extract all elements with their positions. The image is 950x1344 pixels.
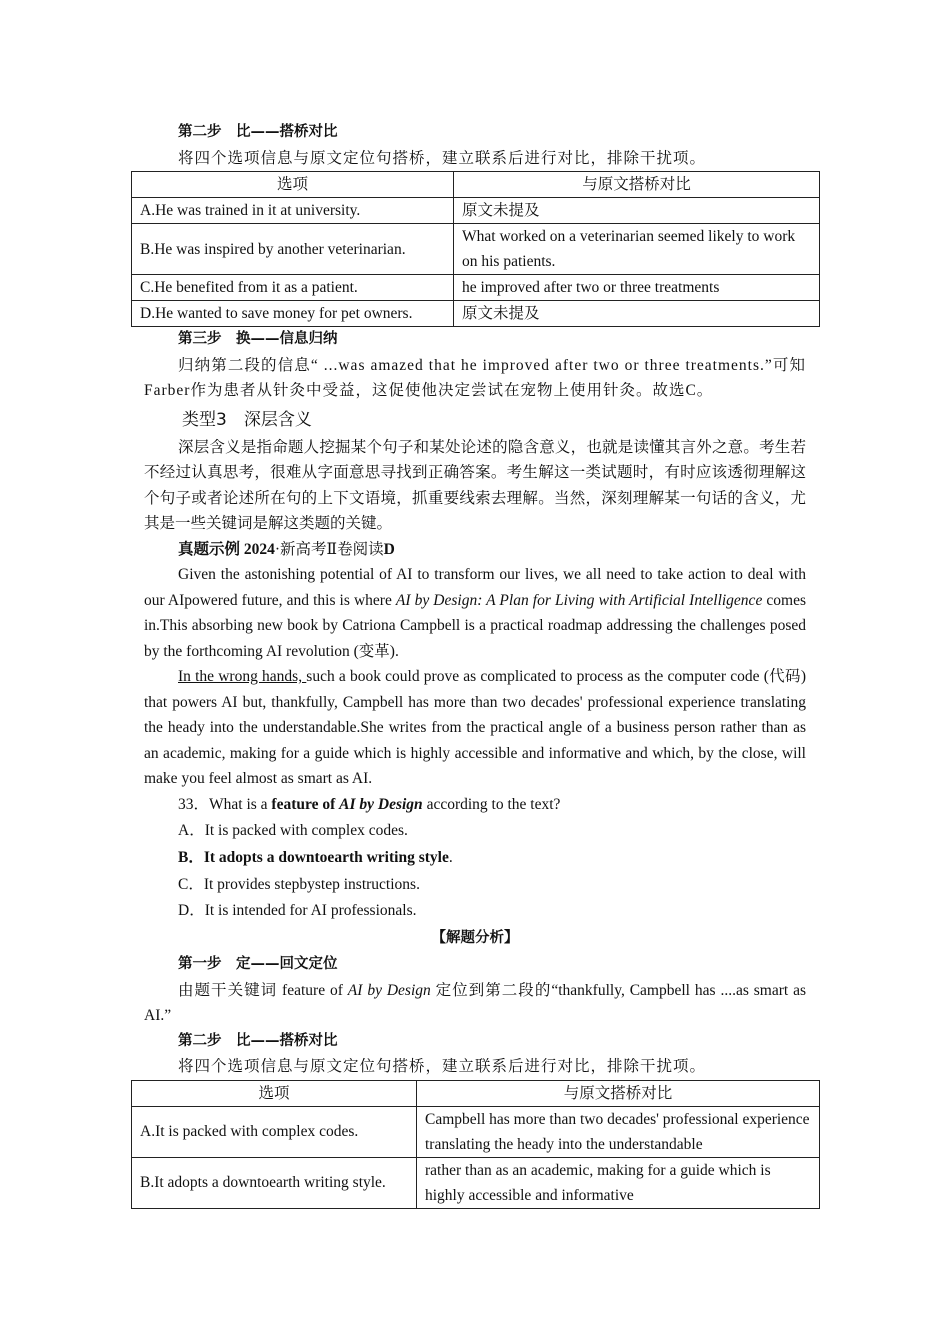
step2-description: 将四个选项信息与原文定位句搭桥，建立联系后进行对比，排除干扰项。	[178, 149, 707, 167]
step2-title: 第二步 比——搭桥对比	[178, 124, 338, 140]
table-cell-compare: What worked on a veterinarian seemed likely to work on his patients.	[454, 224, 820, 275]
question-text: according to the text?	[422, 795, 561, 813]
table-header-option: 选项	[132, 172, 454, 198]
analysis-text: 定位到第二段的“thankfully, Campbell has ....as smart as AI.”	[144, 981, 807, 1025]
table-cell-option: D.He wanted to save money for pet owners.	[132, 301, 454, 327]
analysis-text: 由题干关键词 feature of	[178, 981, 348, 999]
table-row	[132, 275, 820, 301]
table-header-compare: 与原文搭桥对比	[454, 172, 820, 198]
table-row	[132, 301, 820, 327]
table-cell-compare: he improved after two or three treatments	[454, 275, 820, 301]
table-cell-option: A.It is packed with complex codes.	[132, 1106, 417, 1157]
table-row	[132, 1106, 820, 1157]
table-cell-option: C.He benefited from it as a patient.	[132, 275, 454, 301]
option-period: .	[448, 848, 453, 866]
step3-title: 第三步 换——信息归纳	[178, 331, 338, 347]
analysis-step2-title: 第二步 比——搭桥对比	[178, 1032, 338, 1049]
question-stem	[144, 792, 806, 819]
option-b-correct	[144, 845, 806, 872]
question-number: 33	[178, 795, 194, 813]
document-page	[140, 120, 810, 1209]
type3-heading: 类型3 深层含义	[182, 409, 312, 430]
example-label-year: 真题示例 2024	[178, 540, 275, 558]
option-d: D．It is intended for AI professionals.	[178, 902, 417, 920]
option-c: C．It provides stepbystep instructions.	[178, 875, 420, 893]
table-header-option: 选项	[132, 1080, 417, 1106]
book-title: AI by Design: A Plan for Living with Artificial Intelligence	[395, 591, 763, 609]
example-letter: D	[383, 540, 395, 558]
example-source: ·新高考Ⅱ卷阅读	[274, 540, 384, 558]
table-cell-compare: 原文未提及	[454, 198, 820, 224]
analysis-step1-title: 第一步 定——回文定位	[178, 956, 338, 973]
table-cell-compare: 原文未提及	[454, 301, 820, 327]
table-header-compare: 与原文搭桥对比	[417, 1080, 820, 1106]
table-cell-compare: rather than as an academic, making for a guide which is highly accessible and informative	[417, 1157, 820, 1208]
example-label	[144, 537, 806, 563]
table-cell-option: A.He was trained in it at university.	[132, 198, 454, 224]
passage-text: such a book could prove as complicated to process as the computer code (代码) that powers AI but, thankfully, Campbell has more than two decades' professional experience translating the heady into the understandable.She writes from the practical angle of a business person rather than as an academic, making for a guide which is highly accessible and informative and which, by the close, will make you feel almost as smart as AI.	[144, 668, 806, 787]
analysis-heading: 【解题分析】	[431, 930, 519, 947]
analysis-step2-description: 将四个选项信息与原文定位句搭桥，建立联系后进行对比，排除干扰项。	[178, 1058, 707, 1076]
step3-text: 归纳第二段的信息“ ...was amazed that he improved after two or three treatments.”可知Farber作为患者从针灸中受益，这促使他决定尝试在宠物上使用针灸。故选C。	[144, 356, 806, 399]
table-row	[132, 224, 820, 275]
correct-option-text: B．It adopts a downtoearth writing style	[178, 848, 449, 866]
question-text: ．What is a	[193, 795, 272, 813]
passage-paragraph-2	[144, 664, 806, 792]
table-row	[132, 1157, 820, 1208]
question-keyword-title: AI by Design	[339, 795, 423, 813]
passage-text: Given the astonishing potential of AI to transform our lives, we all need to take action to deal with our AIpowered future, and this is where	[144, 566, 806, 609]
analysis-step1-text	[144, 978, 806, 1029]
passage-text: comes in.This absorbing new book by Catriona Campbell is a practical roadmap addressing the challenges posed by the forthcoming AI revolution (变革).	[144, 591, 806, 660]
table-cell-compare: Campbell has more than two decades' professional experience translating the heady into the understandable	[417, 1106, 820, 1157]
table-cell-option: B.It adopts a downtoearth writing style.	[132, 1157, 417, 1208]
analysis-title: AI by Design	[347, 981, 431, 999]
question-keyword: feature of	[271, 795, 340, 813]
passage-paragraph-1	[144, 562, 806, 664]
comparison-table-1	[131, 171, 820, 327]
option-a: A．It is packed with complex codes.	[178, 822, 408, 840]
underlined-phrase: In the wrong hands,	[178, 668, 307, 685]
table-cell-option: B.He was inspired by another veterinarian.	[132, 224, 454, 275]
table-row	[132, 198, 820, 224]
type3-description: 深层含义是指命题人挖掘某个句子和某处论述的隐含意义，也就是读懂其言外之意。考生若不经过认真思考，很难从字面意思寻找到正确答案。考生解这一类试题时，有时应该透彻理解这个句子或者论述所在句的上下文语境，抓重要线索去理解。当然，深刻理解某一句话的含义，尤其是一些关键词是解这类题的关键。	[144, 438, 806, 532]
comparison-table-2	[131, 1080, 820, 1209]
